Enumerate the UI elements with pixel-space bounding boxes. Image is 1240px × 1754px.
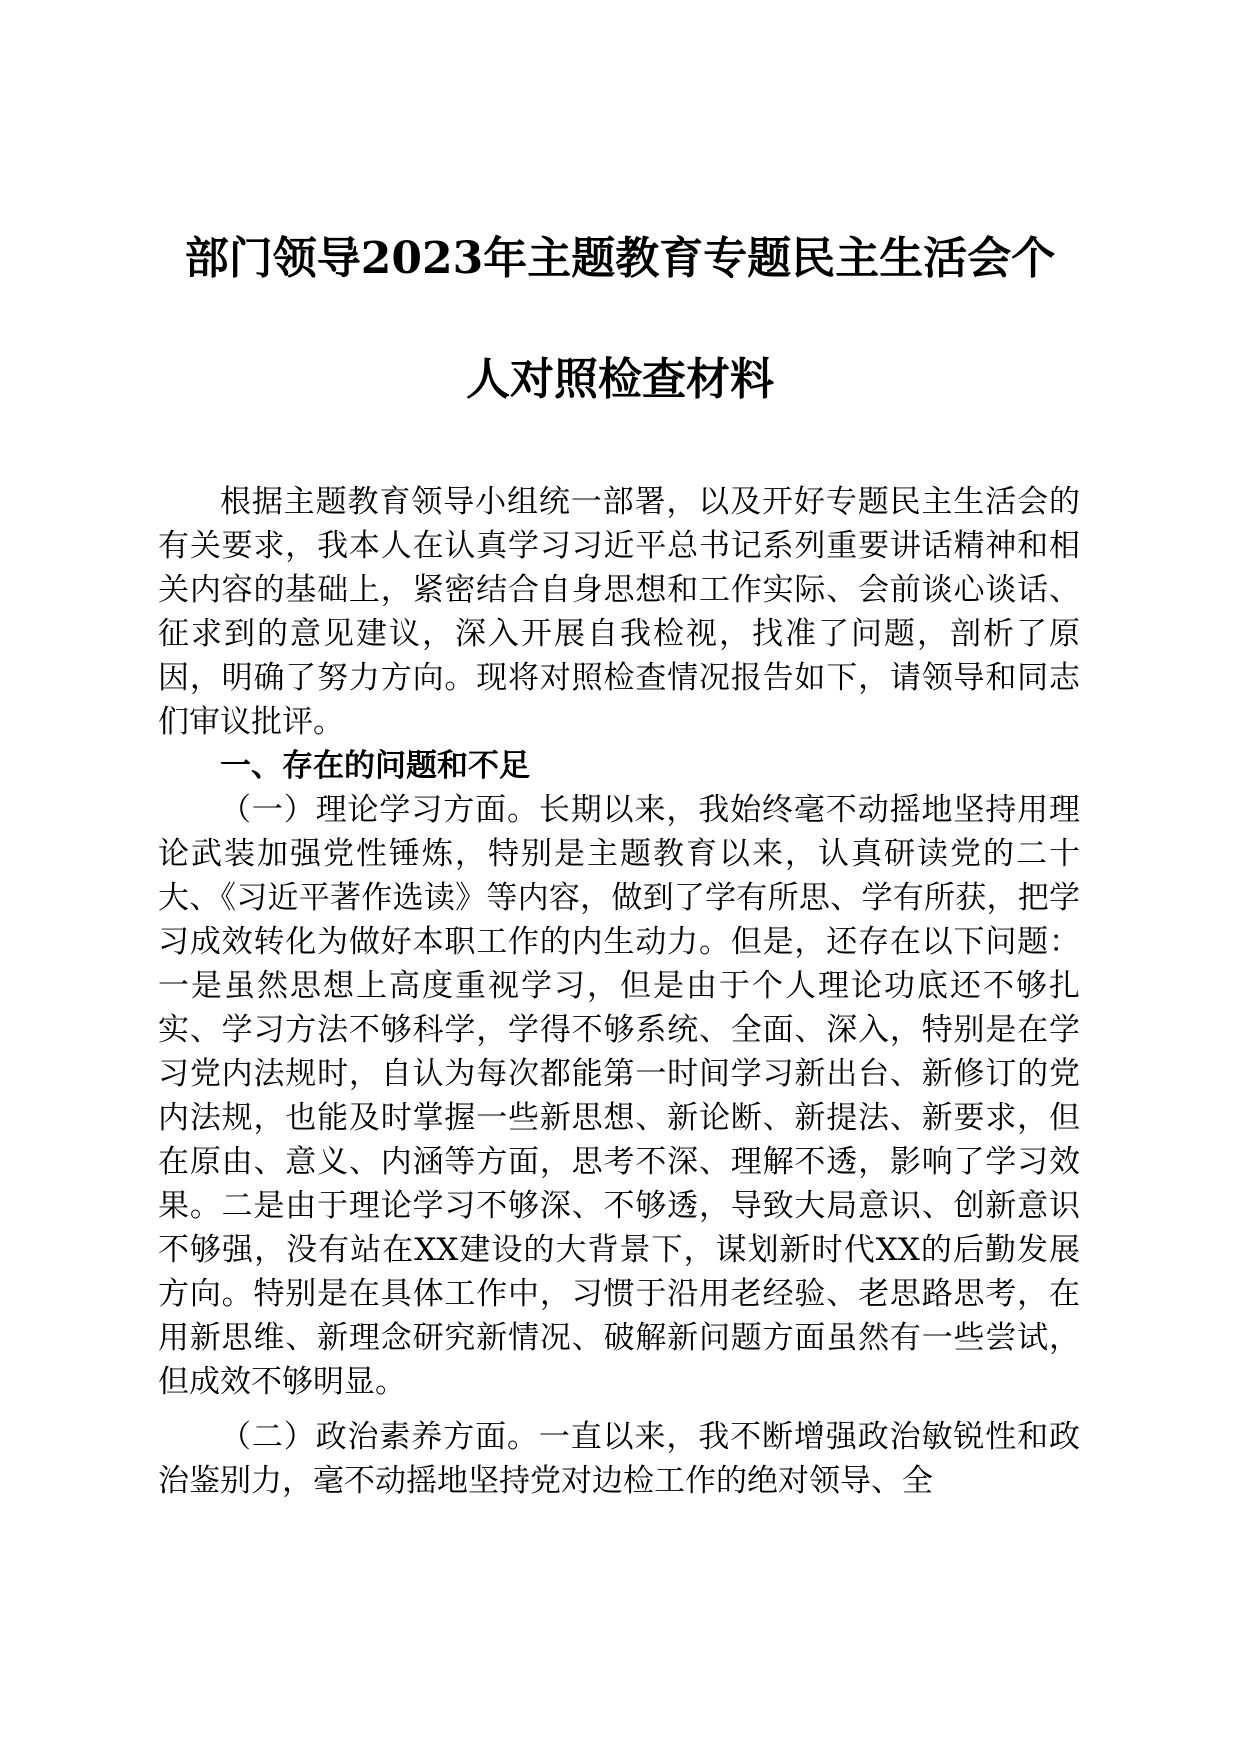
document-body	[158, 480, 1080, 1503]
item-political-literacy: （二）政治素养方面。一直以来，我不断增强政治敏锐性和政治鉴别力，毫不动摇地坚持党对边检工作的绝对领导、全	[158, 1419, 1080, 1499]
document-title-line-2: 人对照检查材料	[466, 354, 774, 405]
intro-paragraph: 根据主题教育领导小组统一部署，以及开好专题民主生活会的有关要求，我本人在认真学习习近平总书记系列重要讲话精神和相关内容的基础上，紧密结合自身思想和工作实际、会前谈心谈话、征求到的意见建议，深入开展自我检视，找准了问题，剖析了原因，明确了努力方向。现将对照检查情况报告如下，请领导和同志们审议批评。	[158, 484, 1080, 740]
section-heading-problems: 一、存在的问题和不足	[220, 748, 530, 784]
document-title-line-1: 部门领导2023年主题教育专题民主生活会个	[184, 233, 1056, 284]
item-theory-study: （一）理论学习方面。长期以来，我始终毫不动摇地坚持用理论武装加强党性锤炼，特别是主题教育以来，认真研读党的二十大、《习近平著作选读》等内容，做到了学有所思、学有所获，把学习成效转化为做好本职工作的内生动力。但是，还存在以下问题：一是虽然思想上高度重视学习，但是由于个人理论功底还不够扎实、学习方法不够科学，学得不够系统、全面、深入，特别是在学习党内法规时，自认为每次都能第一时间学习新出台、新修订的党内法规，也能及时掌握一些新思想、新论断、新提法、新要求，但在原由、意义、内涵等方面，思考不深、理解不透，影响了学习效果。二是由于理论学习不够深、不够透，导致大局意识、创新意识不够强，没有站在XX建设的大背景下，谋划新时代XX的后勤发展方向。特别是在具体工作中，习惯于沿用老经验、老思路思考，在用新思维、新理念研究新情况、破解新问题方面虽然有一些尝试，但成效不够明显。	[158, 792, 1080, 1400]
